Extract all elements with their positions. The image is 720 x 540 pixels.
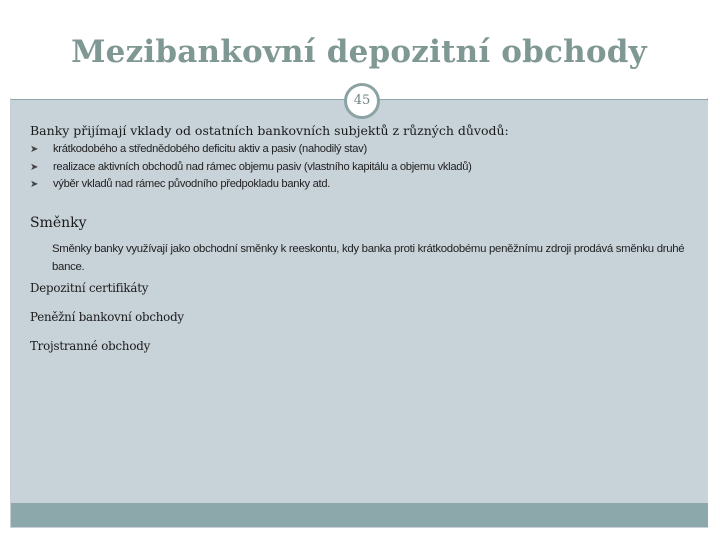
section-heading-smenky: Směnky: [30, 215, 87, 231]
list-item-text: realizace aktivních obchodů nad rámec objemu pasiv (vlastního kapitálu a objemu vkladů): [53, 160, 472, 173]
arrow-right-icon: ➤: [30, 161, 39, 173]
intro-text: Banky přijímají vklady od ostatních bankovních subjektů z různých důvodů:: [30, 123, 509, 138]
list-item: [30, 161, 472, 179]
list-item-text: výběr vkladů nad rámec původního předpokladu banky atd.: [53, 178, 331, 190]
page-number-badge: 45: [344, 83, 380, 119]
list-item: [30, 178, 472, 196]
list-item-text: krátkodobého a střednědobého deficitu aktiv a pasiv (nahodilý stav): [53, 143, 367, 155]
footer-bar: [11, 503, 708, 527]
subheading-trojstranne-obchody: Trojstranné obchody: [30, 339, 151, 353]
slide-title: Mezibankovní depozitní obchody: [71, 34, 647, 70]
section-text-smenky: Směnky banky využívají jako obchodní směnky k reeskontu, kdy banka proti krátkodobému peněžnímu zdroji prodává směnku druhé bance.: [52, 243, 685, 273]
subheading-penezni-obchody: Peněžní bankovní obchody: [30, 310, 184, 324]
subheading-depozitni-certifikaty: Depozitní certifikáty: [30, 281, 149, 295]
arrow-right-icon: ➤: [30, 144, 39, 155]
arrow-right-icon: ➤: [30, 179, 39, 190]
list-item: [30, 143, 472, 161]
reason-list: [30, 143, 472, 196]
